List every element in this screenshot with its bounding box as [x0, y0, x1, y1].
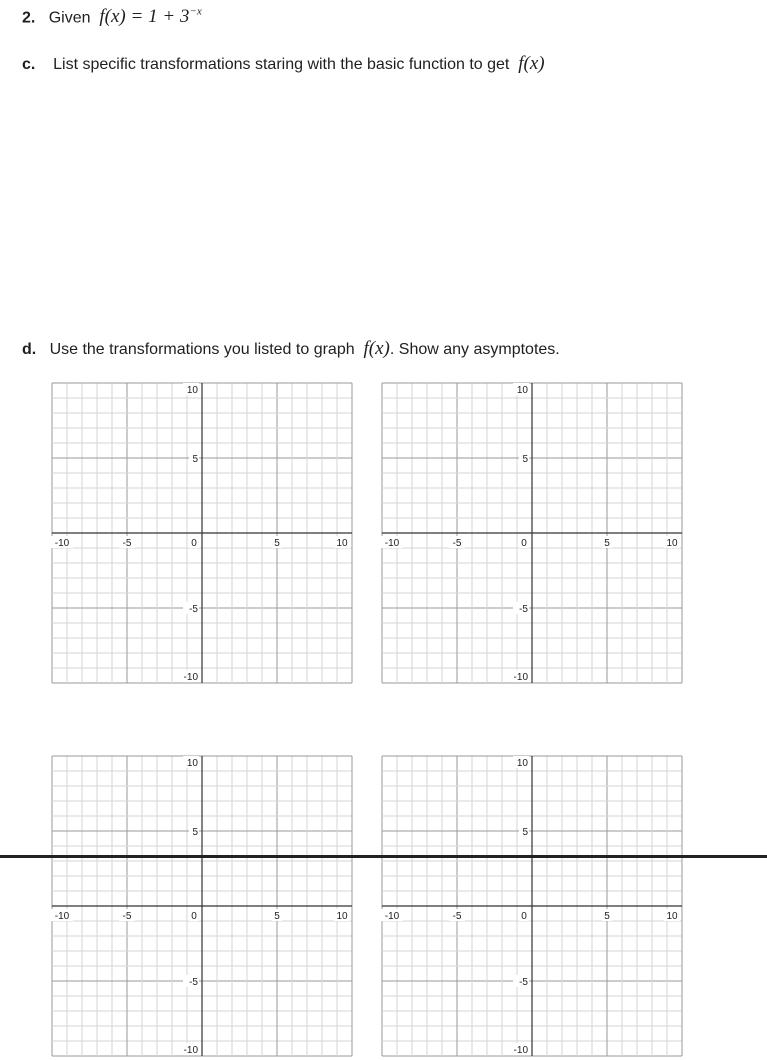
y-tick-label: -10 — [183, 672, 198, 683]
y-tick-label: -10 — [513, 672, 528, 683]
part-d — [22, 338, 560, 360]
part-c — [22, 53, 545, 75]
x-tick-label: 10 — [336, 911, 348, 922]
y-tick-label: -5 — [189, 604, 198, 615]
part-d-function: f(x) — [363, 338, 390, 359]
y-tick-label: 10 — [516, 758, 528, 769]
y-tick-label: 5 — [522, 454, 528, 465]
part-d-text-before: Use the transformations you listed to graph — [49, 341, 355, 358]
x-tick-label: -10 — [54, 538, 70, 549]
y-tick-label: 10 — [186, 758, 198, 769]
y-tick-label: 10 — [186, 385, 198, 396]
x-tick-label: 0 — [191, 538, 197, 549]
graph-bottom-left[interactable] — [52, 756, 356, 1060]
x-tick-label: 10 — [666, 911, 678, 922]
x-tick-label: -5 — [122, 911, 132, 922]
y-tick-label: 5 — [192, 827, 198, 838]
function-exponent: −x — [189, 6, 202, 18]
y-tick-label: -10 — [183, 1045, 198, 1056]
y-tick-label: -10 — [513, 1045, 528, 1056]
x-tick-label: 0 — [191, 911, 197, 922]
x-tick-label: 5 — [274, 911, 280, 922]
function-definition: $f(x) = 1 + 3^{-x}$ — [99, 6, 202, 28]
part-c-function: f(x) — [518, 53, 545, 74]
x-tick-label: -5 — [452, 911, 462, 922]
x-tick-label: 0 — [521, 911, 527, 922]
graph-top-right[interactable] — [382, 383, 686, 687]
graph-top-left[interactable] — [52, 383, 356, 687]
y-tick-label: 5 — [522, 827, 528, 838]
y-tick-label: -5 — [519, 977, 528, 988]
part-d-text-after: . Show any asymptotes. — [389, 341, 560, 358]
y-tick-label: 5 — [192, 454, 198, 465]
graph-bottom-right[interactable] — [382, 756, 686, 1060]
x-tick-label: 10 — [336, 538, 348, 549]
question-header — [22, 6, 202, 28]
x-tick-label: -5 — [122, 538, 132, 549]
x-tick-label: 10 — [666, 538, 678, 549]
part-c-label: c. — [22, 56, 36, 73]
x-tick-label: -10 — [384, 538, 400, 549]
y-tick-label: -5 — [519, 604, 528, 615]
x-tick-label: -10 — [54, 911, 70, 922]
x-tick-label: -10 — [384, 911, 400, 922]
question-number: 2. — [22, 9, 36, 27]
x-tick-label: 5 — [604, 538, 610, 549]
part-d-label: d. — [22, 341, 37, 358]
part-c-text: List specific transformations staring with the basic function to get — [53, 56, 510, 73]
y-tick-label: -5 — [189, 977, 198, 988]
y-tick-label: 10 — [516, 385, 528, 396]
x-tick-label: 0 — [521, 538, 527, 549]
x-tick-label: -5 — [452, 538, 462, 549]
x-tick-label: 5 — [604, 911, 610, 922]
given-label: Given — [48, 9, 91, 27]
x-tick-label: 5 — [274, 538, 280, 549]
